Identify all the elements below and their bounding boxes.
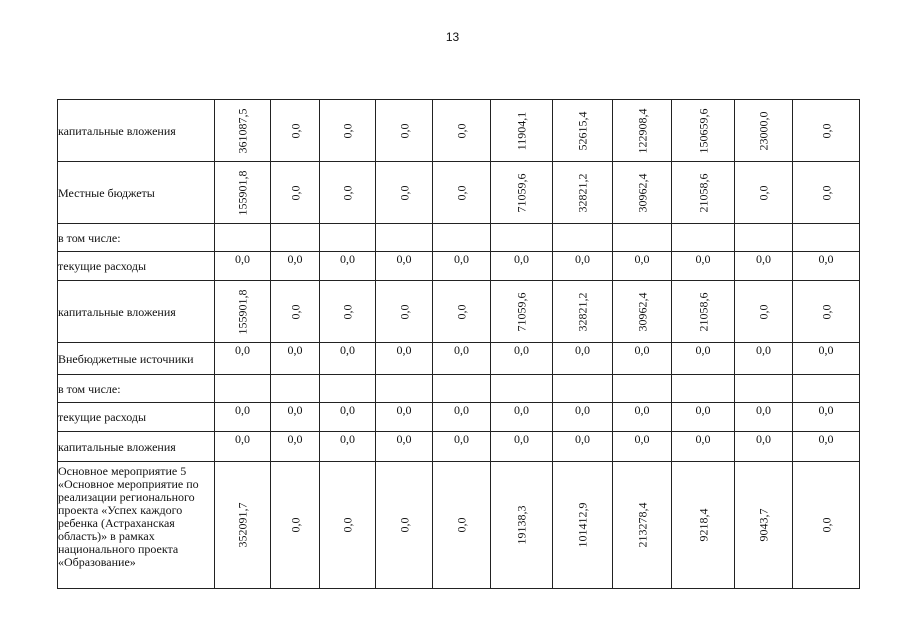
table-cell — [376, 281, 433, 343]
cell-value: 30962,4 — [635, 292, 649, 331]
row-label: Внебюджетные источники — [58, 343, 215, 375]
table-cell — [271, 281, 320, 343]
table-cell — [376, 162, 433, 224]
table-cell — [613, 375, 672, 403]
table-cell — [376, 252, 433, 281]
table-cell — [735, 162, 793, 224]
cell-value: 0,0 — [695, 343, 711, 357]
cell-value: 0,0 — [575, 432, 590, 446]
cell-value: 21058,6 — [696, 292, 710, 331]
cell-value: 0,0 — [819, 304, 833, 319]
table-row — [58, 432, 860, 462]
table-cell — [215, 343, 271, 375]
cell-value: 30962,4 — [635, 173, 649, 212]
cell-value: 0,0 — [756, 252, 771, 266]
row-label: текущие расходы — [58, 252, 215, 281]
table-cell — [553, 252, 613, 281]
cell-value: 0,0 — [340, 304, 355, 319]
table-cell — [793, 224, 860, 252]
cell-value: 0,0 — [575, 403, 590, 417]
cell-value: 0,0 — [818, 252, 834, 266]
table-cell — [271, 403, 320, 432]
cell-value: 0,0 — [287, 432, 303, 446]
cell-value: 361087,5 — [235, 108, 250, 153]
table-cell — [553, 462, 613, 589]
cell-value: 9218,4 — [696, 508, 710, 542]
table-cell — [735, 224, 793, 252]
cell-value: 0,0 — [288, 517, 302, 533]
cell-value: 0,0 — [756, 403, 771, 417]
cell-value: 0,0 — [340, 432, 355, 446]
table-cell — [491, 100, 553, 162]
cell-value: 0,0 — [819, 123, 833, 138]
table-cell — [215, 375, 271, 403]
table-cell — [271, 432, 320, 462]
table-row — [58, 403, 860, 432]
cell-value: 0,0 — [340, 123, 355, 138]
table-cell — [735, 343, 793, 375]
table-cell — [491, 224, 553, 252]
cell-value: 0,0 — [396, 343, 412, 357]
cell-value: 0,0 — [819, 517, 833, 533]
table-cell — [793, 100, 860, 162]
cell-value: 0,0 — [287, 343, 303, 357]
table-cell — [793, 432, 860, 462]
row-label: Местные бюджеты — [58, 162, 215, 224]
table-cell — [271, 462, 320, 589]
cell-value: 0,0 — [287, 403, 303, 417]
cell-value: 0,0 — [514, 432, 529, 446]
cell-value: 0,0 — [288, 123, 302, 138]
table-cell — [491, 343, 553, 375]
table-cell — [735, 281, 793, 343]
table-cell — [433, 252, 491, 281]
table-cell — [320, 162, 376, 224]
table-cell — [376, 100, 433, 162]
table-cell — [271, 252, 320, 281]
cell-value: 0,0 — [695, 252, 711, 266]
table-row — [58, 343, 860, 375]
row-label: капитальные вложения — [58, 432, 215, 462]
table-cell — [376, 403, 433, 432]
table-row — [58, 281, 860, 343]
table-cell — [553, 432, 613, 462]
table-cell — [735, 432, 793, 462]
cell-value: 0,0 — [288, 185, 302, 200]
table-cell — [613, 162, 672, 224]
row-label: текущие расходы — [58, 403, 215, 432]
table-cell — [553, 403, 613, 432]
table-cell — [376, 432, 433, 462]
table-cell — [793, 281, 860, 343]
table-cell — [491, 281, 553, 343]
table-cell — [793, 462, 860, 589]
cell-value: 122908,4 — [635, 108, 649, 153]
table-cell — [491, 403, 553, 432]
cell-value: 0,0 — [454, 432, 469, 446]
cell-value: 0,0 — [756, 304, 771, 319]
table-cell — [320, 432, 376, 462]
table-cell — [613, 432, 672, 462]
cell-value: 101412,9 — [575, 502, 590, 548]
cell-value: 0,0 — [454, 343, 469, 357]
table-cell — [433, 432, 491, 462]
table-cell — [433, 403, 491, 432]
cell-value: 0,0 — [287, 252, 303, 266]
table-cell — [613, 100, 672, 162]
cell-value: 0,0 — [397, 185, 411, 200]
cell-value: 0,0 — [396, 432, 412, 446]
table-cell — [672, 100, 735, 162]
table-cell — [376, 462, 433, 589]
table-cell — [735, 462, 793, 589]
table-cell — [735, 100, 793, 162]
table-cell — [672, 162, 735, 224]
cell-value: 0,0 — [756, 343, 771, 357]
table-cell — [553, 100, 613, 162]
table-cell — [672, 252, 735, 281]
table-row — [58, 252, 860, 281]
cell-value: 0,0 — [340, 517, 355, 533]
table-cell — [613, 462, 672, 589]
cell-value: 155901,8 — [235, 289, 250, 334]
cell-value: 71059,6 — [514, 292, 529, 331]
table-cell — [613, 343, 672, 375]
cell-value: 0,0 — [818, 403, 834, 417]
table-cell — [215, 224, 271, 252]
cell-value: 0,0 — [634, 432, 650, 446]
table-cell — [672, 432, 735, 462]
table-row — [58, 375, 860, 403]
cell-value: 352091,7 — [235, 502, 250, 548]
table-cell — [672, 281, 735, 343]
row-label: в том числе: — [58, 224, 215, 252]
table-cell — [376, 343, 433, 375]
table-cell — [320, 375, 376, 403]
cell-value: 0,0 — [235, 432, 250, 446]
table-row — [58, 100, 860, 162]
cell-value: 0,0 — [818, 343, 834, 357]
table-cell — [271, 375, 320, 403]
row-label: капитальные вложения — [58, 100, 215, 162]
table-cell — [613, 252, 672, 281]
table-cell — [672, 462, 735, 589]
table-cell — [320, 462, 376, 589]
table-cell — [735, 375, 793, 403]
cell-value: 0,0 — [397, 123, 411, 138]
cell-value: 0,0 — [340, 185, 355, 200]
table-cell — [735, 252, 793, 281]
table-cell — [215, 403, 271, 432]
cell-value: 0,0 — [634, 403, 650, 417]
cell-value: 0,0 — [454, 403, 469, 417]
table-cell — [793, 343, 860, 375]
table-cell — [491, 162, 553, 224]
table-cell — [433, 343, 491, 375]
budget-table — [57, 99, 860, 589]
cell-value: 213278,4 — [635, 502, 649, 548]
cell-value: 0,0 — [514, 343, 529, 357]
table-cell — [613, 281, 672, 343]
table-cell — [672, 375, 735, 403]
table-cell — [376, 224, 433, 252]
cell-value: 0,0 — [340, 343, 355, 357]
table-cell — [793, 252, 860, 281]
table-cell — [433, 224, 491, 252]
table-cell — [613, 224, 672, 252]
cell-value: 0,0 — [695, 432, 711, 446]
table-cell — [491, 252, 553, 281]
table-cell — [320, 252, 376, 281]
table-cell — [376, 375, 433, 403]
table-cell — [553, 343, 613, 375]
table-cell — [735, 403, 793, 432]
cell-value: 0,0 — [235, 403, 250, 417]
table-body — [58, 100, 860, 589]
table-cell — [793, 403, 860, 432]
table-cell — [320, 224, 376, 252]
cell-value: 0,0 — [756, 432, 771, 446]
cell-value: 0,0 — [235, 252, 250, 266]
table-cell — [433, 462, 491, 589]
cell-value: 32821,2 — [575, 173, 590, 212]
cell-value: 0,0 — [340, 252, 355, 266]
cell-value: 0,0 — [288, 304, 302, 319]
table-cell — [433, 375, 491, 403]
table-cell — [491, 432, 553, 462]
table-cell — [215, 462, 271, 589]
cell-value: 19138,3 — [514, 505, 529, 545]
cell-value: 0,0 — [397, 517, 411, 533]
cell-value: 71059,6 — [514, 173, 529, 212]
table-row — [58, 224, 860, 252]
table-cell — [672, 403, 735, 432]
row-label: в том числе: — [58, 375, 215, 403]
cell-value: 0,0 — [397, 304, 411, 319]
table-cell — [271, 100, 320, 162]
cell-value: 0,0 — [756, 185, 771, 200]
cell-value: 0,0 — [514, 403, 529, 417]
table-cell — [553, 224, 613, 252]
cell-value: 0,0 — [454, 185, 469, 200]
table-cell — [672, 224, 735, 252]
table-row — [58, 462, 860, 589]
table-cell — [433, 100, 491, 162]
cell-value: 0,0 — [396, 252, 412, 266]
cell-value: 0,0 — [396, 403, 412, 417]
cell-value: 23000,0 — [756, 111, 771, 150]
cell-value: 0,0 — [819, 185, 833, 200]
table-cell — [553, 281, 613, 343]
cell-value: 0,0 — [454, 123, 469, 138]
cell-value: 0,0 — [818, 432, 834, 446]
cell-value: 0,0 — [454, 517, 469, 533]
cell-value: 0,0 — [514, 252, 529, 266]
table-cell — [491, 462, 553, 589]
table-cell — [491, 375, 553, 403]
table-cell — [215, 100, 271, 162]
cell-value: 0,0 — [575, 343, 590, 357]
table-cell — [320, 343, 376, 375]
table-cell — [215, 281, 271, 343]
cell-value: 150659,6 — [696, 108, 710, 153]
table-cell — [553, 375, 613, 403]
cell-value: 9043,7 — [756, 508, 771, 542]
cell-value: 0,0 — [340, 403, 355, 417]
table-cell — [553, 162, 613, 224]
cell-value: 0,0 — [695, 403, 711, 417]
cell-value: 0,0 — [454, 304, 469, 319]
row-label: Основное мероприятие 5 «Основное мероприятие по реализации регионального проекта «Успех каждого ребенка (Астраханская область)» в рамках национального проекта «Образование» — [58, 462, 215, 589]
table-cell — [320, 100, 376, 162]
table-cell — [215, 162, 271, 224]
table-cell — [215, 252, 271, 281]
cell-value: 21058,6 — [696, 173, 710, 212]
table-cell — [793, 375, 860, 403]
page-number: 13 — [445, 30, 460, 44]
cell-value: 32821,2 — [575, 292, 590, 331]
table-cell — [271, 162, 320, 224]
table-cell — [793, 162, 860, 224]
table-cell — [215, 432, 271, 462]
table-cell — [613, 403, 672, 432]
table-cell — [433, 162, 491, 224]
cell-value: 52615,4 — [575, 111, 590, 150]
table-cell — [433, 281, 491, 343]
table-cell — [271, 224, 320, 252]
table-cell — [320, 403, 376, 432]
cell-value: 0,0 — [634, 343, 650, 357]
cell-value: 0,0 — [575, 252, 590, 266]
row-label: капитальные вложения — [58, 281, 215, 343]
table-row — [58, 162, 860, 224]
table-cell — [271, 343, 320, 375]
cell-value: 11904,1 — [514, 111, 529, 150]
table-cell — [672, 343, 735, 375]
cell-value: 0,0 — [235, 343, 250, 357]
table-cell — [320, 281, 376, 343]
cell-value: 0,0 — [454, 252, 469, 266]
cell-value: 0,0 — [634, 252, 650, 266]
cell-value: 155901,8 — [235, 170, 250, 215]
